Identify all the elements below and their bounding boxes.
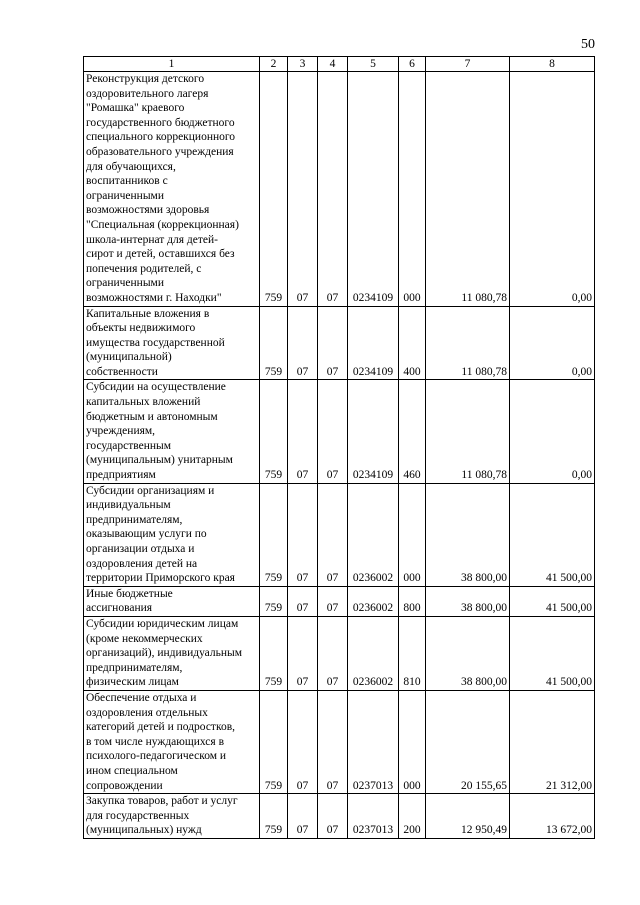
description-line: образовательного учреждения [86, 145, 234, 158]
cell-c3: 07 [288, 380, 318, 483]
description-line: в том числе нуждающихся в [86, 735, 224, 748]
cell-c3: 07 [288, 306, 318, 380]
description-line: Капитальные вложения в [86, 307, 210, 320]
description-line: Закупка товаров, работ и услуг [86, 795, 238, 808]
description-line: возможностями здоровья [86, 204, 210, 217]
description-line: предпринимателям, [86, 661, 183, 674]
cell-c8: 41 500,00 [510, 483, 595, 586]
cell-c2: 759 [260, 306, 288, 380]
cell-c4: 07 [318, 483, 348, 586]
cell-c7: 12 950,49 [426, 794, 510, 839]
cell-c6: 800 [399, 586, 426, 616]
cell-c3: 07 [288, 483, 318, 586]
description-line: организации отдыха и [86, 543, 195, 555]
description-line: специального коррекционного [86, 131, 236, 144]
cell-c7: 38 800,00 [426, 616, 510, 690]
cell-c6: 000 [399, 483, 426, 586]
description-line: государственным [86, 439, 172, 452]
description-line: Обеспечение отдыха и [86, 691, 197, 704]
description-line: предприятиям [86, 469, 156, 482]
column-header-6: 6 [399, 57, 426, 72]
cell-c6: 400 [399, 306, 426, 380]
cell-c4: 07 [318, 380, 348, 483]
description-line: объекты недвижимого [86, 322, 196, 335]
row-description [84, 690, 260, 793]
cell-c5: 0234109 [348, 380, 399, 483]
table-row [84, 306, 595, 380]
description-line: воспитанников с [86, 175, 168, 188]
description-line: бюджетным и автономным [86, 410, 218, 423]
cell-c3: 07 [288, 794, 318, 839]
table-body [84, 72, 595, 839]
description-line: (муниципальных) нужд [86, 824, 202, 837]
description-line: (муниципальным) унитарным [86, 454, 233, 467]
row-description [84, 586, 260, 616]
table-row [84, 380, 595, 483]
cell-c5: 0236002 [348, 616, 399, 690]
table-row [84, 72, 595, 307]
description-line: сопровождении [86, 779, 163, 792]
page-number: 50 [581, 37, 595, 52]
cell-c7: 38 800,00 [426, 483, 510, 586]
row-description [84, 616, 260, 690]
description-line: (муниципальной) [86, 351, 172, 364]
cell-c8: 0,00 [510, 72, 595, 307]
cell-c6: 810 [399, 616, 426, 690]
cell-c5: 0236002 [348, 586, 399, 616]
description-line: для обучающихся, [86, 160, 176, 173]
cell-c8: 41 500,00 [510, 616, 595, 690]
description-line: оздоровительного лагеря [86, 87, 209, 100]
column-header-5: 5 [348, 57, 399, 72]
cell-c6: 460 [399, 380, 426, 483]
description-line: учреждениям, [86, 425, 156, 438]
row-description [84, 483, 260, 586]
cell-c8: 13 672,00 [510, 794, 595, 839]
table-row [84, 586, 595, 616]
cell-c4: 07 [318, 616, 348, 690]
description-line: индивидуальным [86, 499, 171, 512]
description-line: школа-интернат для детей- [86, 233, 219, 246]
description-line: капитальных вложений [86, 396, 201, 409]
cell-c4: 07 [318, 690, 348, 793]
cell-c4: 07 [318, 794, 348, 839]
cell-c7: 38 800,00 [426, 586, 510, 616]
cell-c6: 200 [399, 794, 426, 839]
column-header-4: 4 [318, 57, 348, 72]
cell-c7: 11 080,78 [426, 72, 510, 307]
description-line: "Ромашка" краевого [86, 102, 185, 115]
cell-c8: 21 312,00 [510, 690, 595, 793]
column-header-8: 8 [510, 57, 595, 72]
description-line: попечения родителей, с [86, 262, 202, 275]
cell-c7: 11 080,78 [426, 306, 510, 380]
description-line: Иные бюджетные [86, 587, 173, 600]
description-line: государственного бюджетного [86, 116, 235, 129]
cell-c2: 759 [260, 483, 288, 586]
description-line: собственности [86, 365, 158, 378]
description-line: категорий детей и подростков, [86, 721, 236, 734]
description-line: ограниченными [86, 189, 164, 202]
description-line: оказывающим услуги по [86, 528, 207, 541]
table-row [84, 794, 595, 839]
description-line: возможностями г. Находки" [86, 291, 222, 304]
description-line: территории Приморского края [86, 572, 235, 585]
header-row [84, 57, 595, 72]
description-line: имущества государственной [86, 336, 225, 349]
cell-c3: 07 [288, 72, 318, 307]
cell-c5: 0234109 [348, 306, 399, 380]
cell-c5: 0237013 [348, 794, 399, 839]
description-line: "Специальная (коррекционная) [86, 218, 239, 231]
description-line: ином специальном [86, 764, 178, 777]
table-row [84, 483, 595, 586]
cell-c3: 07 [288, 586, 318, 616]
description-line: психолого-педагогическом и [86, 750, 227, 763]
cell-c2: 759 [260, 690, 288, 793]
description-line: оздоровления детей на [86, 557, 198, 570]
cell-c8: 41 500,00 [510, 586, 595, 616]
column-header-1: 1 [84, 57, 260, 72]
description-line: предпринимателям, [86, 513, 183, 526]
cell-c2: 759 [260, 72, 288, 307]
cell-c5: 0236002 [348, 483, 399, 586]
cell-c2: 759 [260, 794, 288, 839]
description-line: физическим лицам [86, 676, 179, 689]
column-header-3: 3 [288, 57, 318, 72]
cell-c8: 0,00 [510, 380, 595, 483]
table-row [84, 690, 595, 793]
cell-c2: 759 [260, 380, 288, 483]
description-line: ассигнования [86, 602, 153, 615]
cell-c5: 0237013 [348, 690, 399, 793]
cell-c6: 000 [399, 690, 426, 793]
row-description [84, 794, 260, 839]
budget-table [83, 56, 595, 839]
cell-c7: 20 155,65 [426, 690, 510, 793]
description-line: Субсидии юридическим лицам [86, 617, 239, 630]
description-line: оздоровления отдельных [86, 706, 208, 719]
description-line: ограниченными [86, 277, 164, 290]
cell-c4: 07 [318, 586, 348, 616]
cell-c2: 759 [260, 616, 288, 690]
description-line: для государственных [86, 809, 190, 822]
cell-c6: 000 [399, 72, 426, 307]
description-line: сирот и детей, оставшихся без [86, 248, 235, 261]
cell-c4: 07 [318, 306, 348, 380]
cell-c3: 07 [288, 616, 318, 690]
description-line: Реконструкция детского [86, 73, 205, 85]
table-row [84, 616, 595, 690]
cell-c2: 759 [260, 586, 288, 616]
description-line: (кроме некоммерческих [86, 632, 203, 645]
column-header-2: 2 [260, 57, 288, 72]
description-line: Субсидии организациям и [86, 484, 215, 497]
row-description [84, 306, 260, 380]
cell-c7: 11 080,78 [426, 380, 510, 483]
cell-c8: 0,00 [510, 306, 595, 380]
column-header-7: 7 [426, 57, 510, 72]
description-line: организаций), индивидуальным [86, 647, 243, 660]
cell-c4: 07 [318, 72, 348, 307]
description-line: Субсидии на осуществление [86, 381, 226, 394]
row-description [84, 380, 260, 483]
cell-c3: 07 [288, 690, 318, 793]
row-description [84, 72, 260, 307]
cell-c5: 0234109 [348, 72, 399, 307]
